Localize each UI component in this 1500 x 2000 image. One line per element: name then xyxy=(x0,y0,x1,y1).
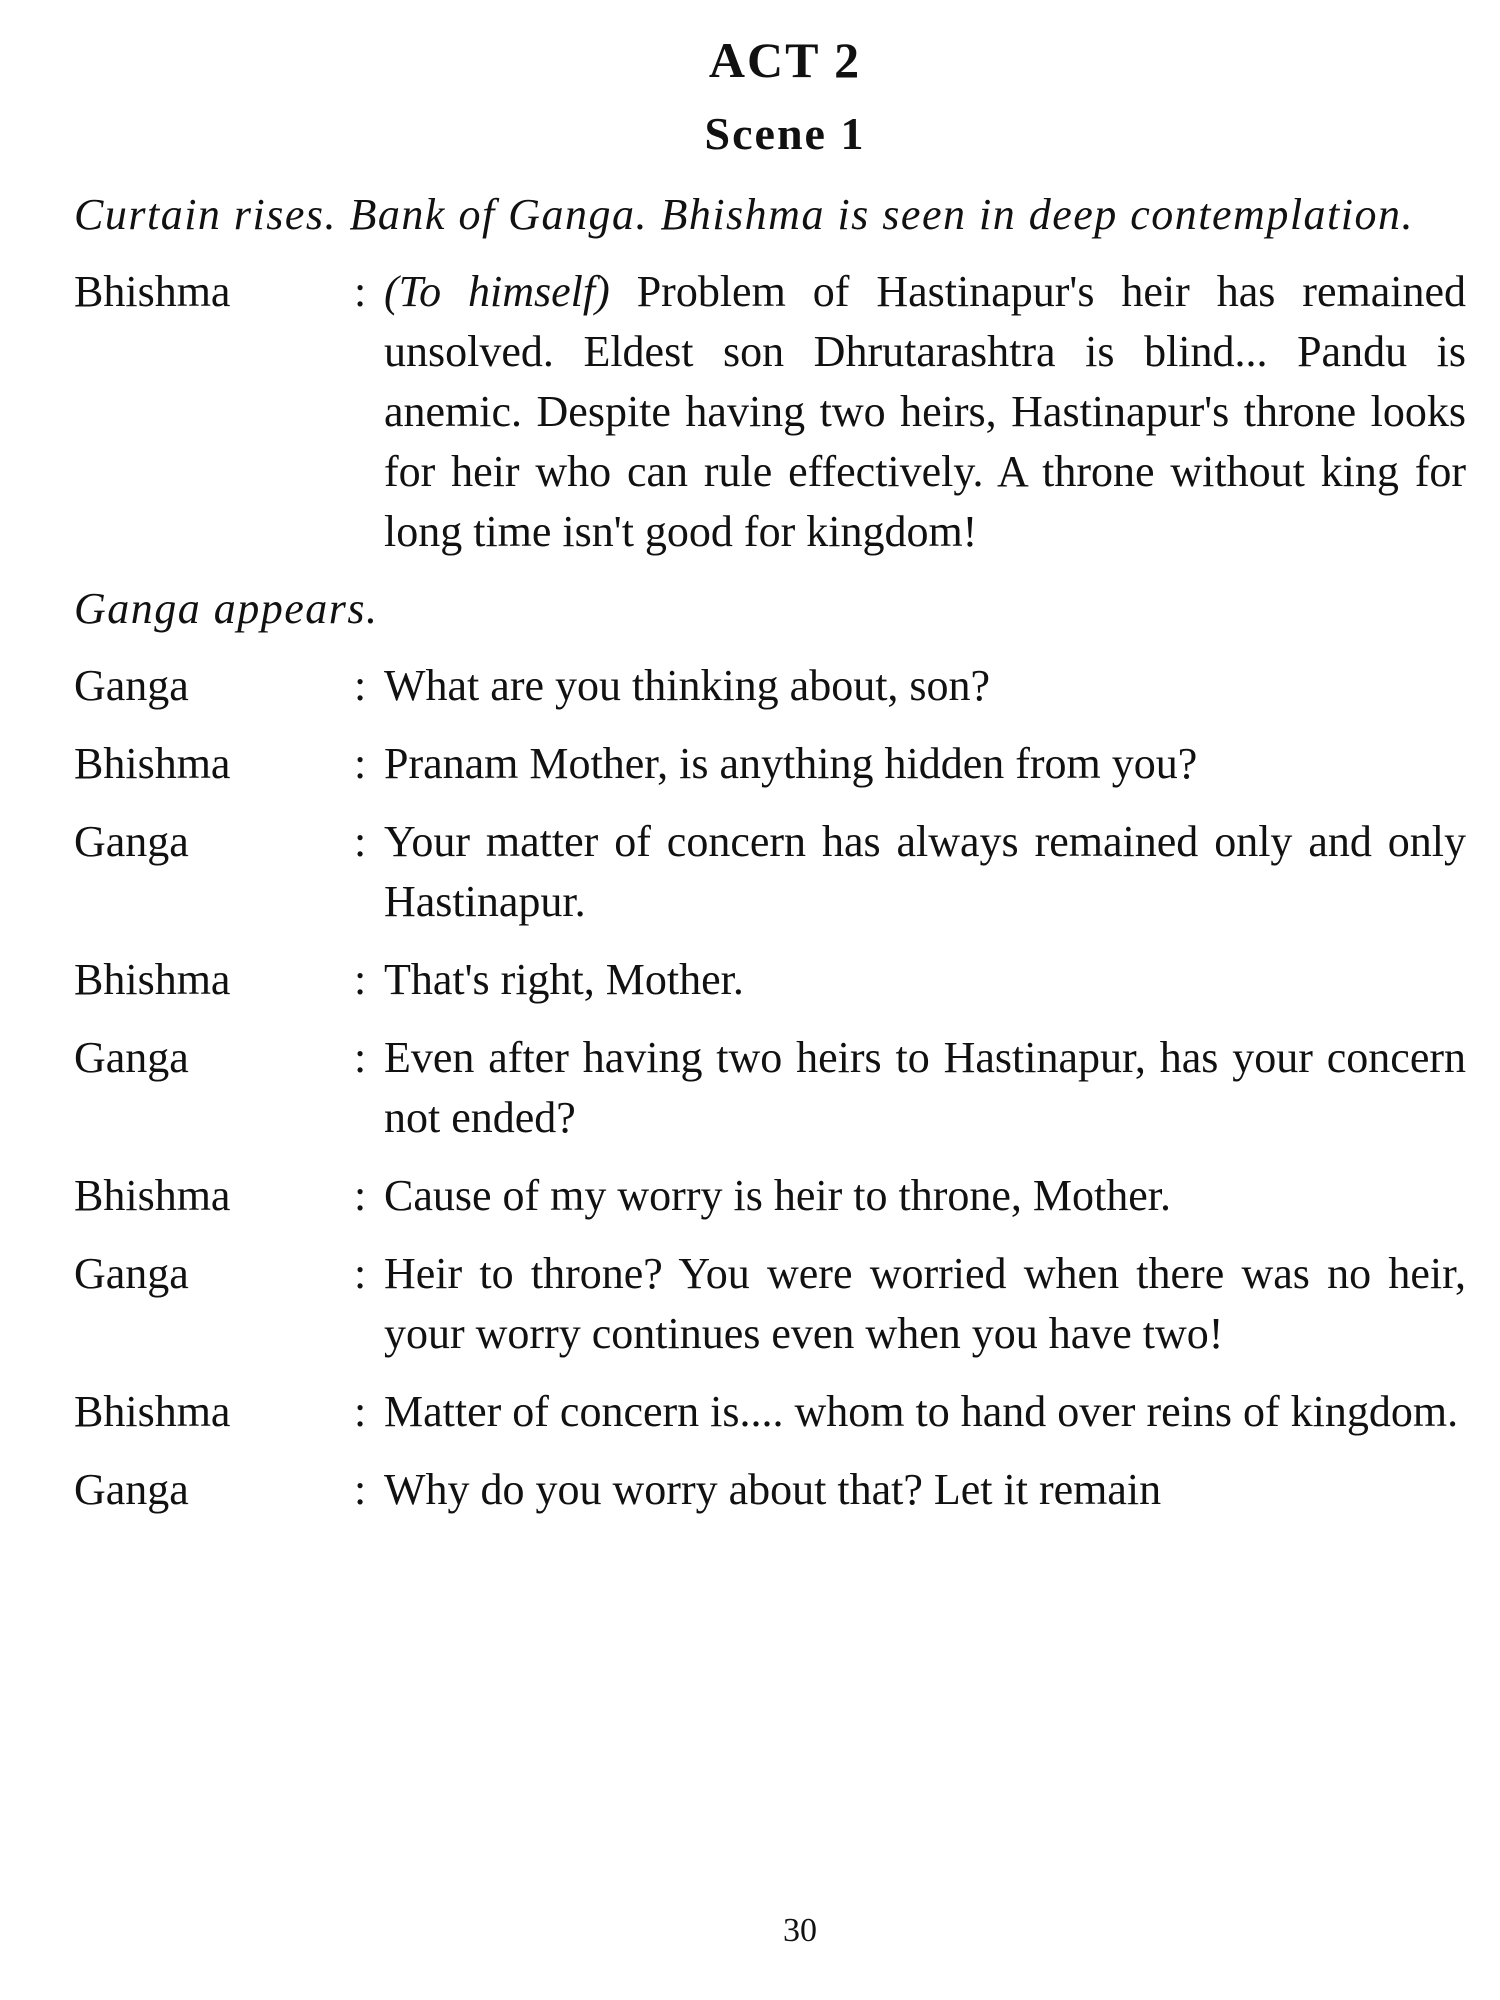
colon-separator: : xyxy=(354,1033,367,1082)
colon-separator: : xyxy=(354,1249,367,1298)
colon-separator: : xyxy=(354,1387,367,1436)
dialogue-line xyxy=(74,812,1466,932)
speech-text: Pranam Mother, is anything hidden from you? xyxy=(384,739,1198,788)
speaker-name: Bhishma xyxy=(74,739,231,788)
speaker-name: Ganga xyxy=(74,1033,189,1082)
speech-text: That's right, Mother. xyxy=(384,955,744,1004)
stage-direction-ganga-appears: Ganga appears. xyxy=(74,584,379,633)
dialogue-line xyxy=(74,262,1466,562)
speaker-name: Ganga xyxy=(74,661,189,710)
dialogue-line xyxy=(74,1244,1466,1364)
speech-text: Even after having two heirs to Hastinapur, has your concern not ended? xyxy=(384,1033,1466,1142)
speaker-name: Ganga xyxy=(74,1249,189,1298)
speaker-name: Bhishma xyxy=(74,1387,231,1436)
stage-direction-opening: Curtain rises. Bank of Ganga. Bhishma is seen in deep contemplation. xyxy=(74,190,1414,239)
colon-separator: : xyxy=(354,817,367,866)
speech-text: Heir to throne? You were worried when there was no heir, your worry continues even when you have two! xyxy=(384,1249,1466,1358)
speech-text: Your matter of concern has always remained only and only Hastinapur. xyxy=(384,817,1466,926)
speaker-name: Ganga xyxy=(74,817,189,866)
speech-body: Problem of Hastinapur's heir has remained unsolved. Eldest son Dhrutarashtra is blind... Pandu is anemic. Despite having two heirs, Hastinapur's throne looks for heir who can rule effectively. A throne without king for long time isn't good for kingdom! xyxy=(384,267,1466,556)
dialogue-line xyxy=(74,734,1466,794)
book-page xyxy=(74,30,1466,1970)
colon-separator: : xyxy=(354,661,367,710)
dialogue-line xyxy=(74,1166,1466,1226)
colon-separator: : xyxy=(354,955,367,1004)
colon-separator: : xyxy=(354,1171,367,1220)
speaker-name: Ganga xyxy=(74,1465,189,1514)
aside-direction: (To himself) xyxy=(384,267,610,316)
colon-separator: : xyxy=(354,739,367,788)
speaker-name: Bhishma xyxy=(74,267,231,316)
speaker-name: Bhishma xyxy=(74,1171,231,1220)
dialogue-line xyxy=(74,950,1466,1010)
colon-separator: : xyxy=(354,267,367,316)
colon-separator: : xyxy=(354,1465,367,1514)
dialogue-line xyxy=(74,1460,1466,1520)
speech-text: Matter of concern is.... whom to hand over reins of kingdom. xyxy=(384,1387,1459,1436)
speech-text xyxy=(384,262,1466,562)
dialogue-line xyxy=(74,656,1466,716)
page-number: 30 xyxy=(783,1912,817,1949)
dialogue-line xyxy=(74,1028,1466,1148)
scene-title: Scene 1 xyxy=(704,108,866,159)
speaker-name: Bhishma xyxy=(74,955,231,1004)
speech-text: Why do you worry about that? Let it remain xyxy=(384,1465,1162,1514)
speech-text: What are you thinking about, son? xyxy=(384,661,991,710)
act-title: ACT 2 xyxy=(708,32,862,88)
speech-text: Cause of my worry is heir to throne, Mother. xyxy=(384,1171,1171,1220)
dialogue-line xyxy=(74,1382,1466,1442)
